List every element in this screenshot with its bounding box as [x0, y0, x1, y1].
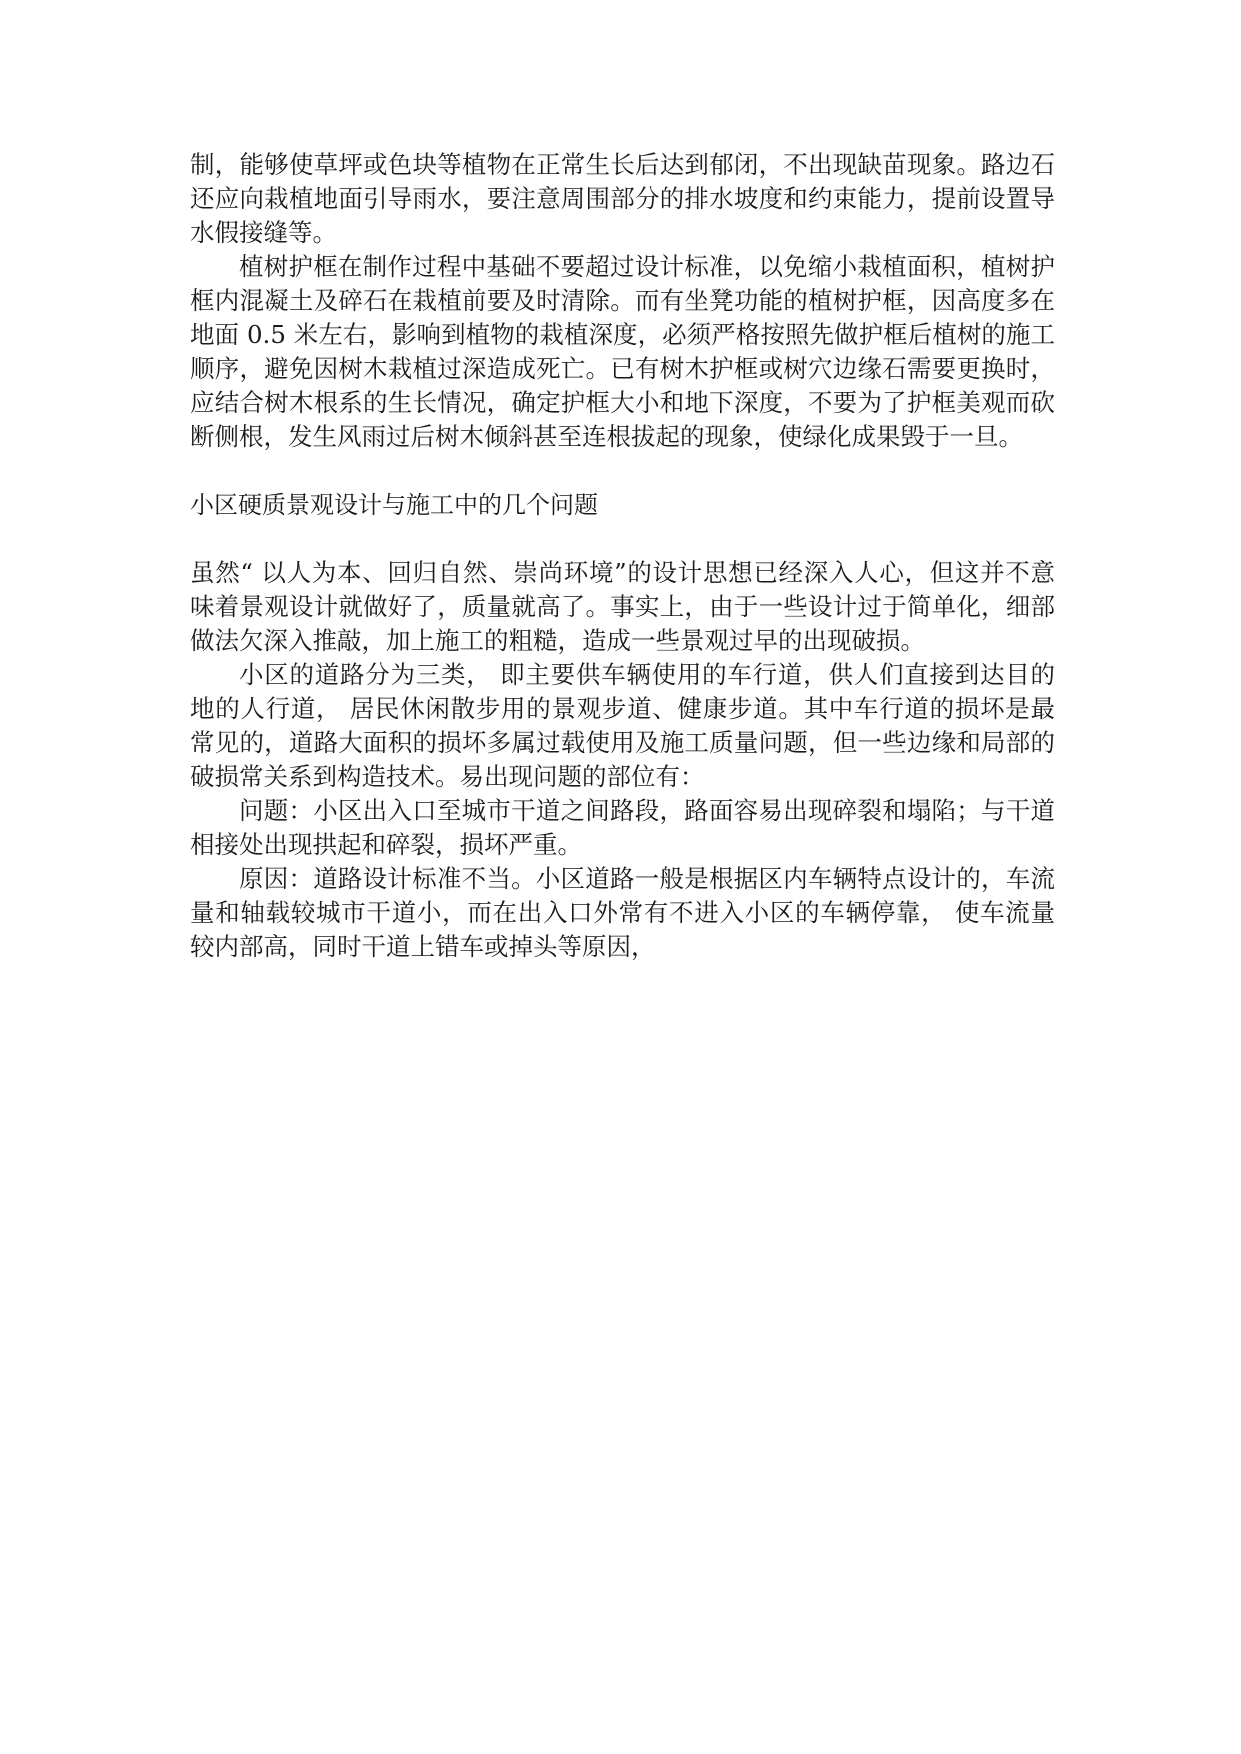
- paragraph-tree-guard: 植树护框在制作过程中基础不要超过设计标准，以免缩小栽植面积，植树护框内混凝土及碎石在栽植前要及时清除。而有坐凳功能的植树护框，因高度多在地面 0.5 米左右，影响到植物的栽植深度，必须严格按照先做护框后植树的施工顺序，避免因树木栽植过深造成死亡。已有树木护框或树穴边缘石需要更换时，应结合树木根系的生长情况，确定护框大小和地下深度，不要为了护框美观而砍断侧根，发生风雨过后树木倾斜甚至连根拔起的现象，使绿化成果毁于一旦。: [190, 252, 1055, 451]
- section-heading: 小区硬质景观设计与施工中的几个问题: [190, 491, 598, 519]
- paragraph-continuation: 制，能够使草坪或色块等植物在正常生长后达到郁闭，不出现缺苗现象。路边石还应向栽植地面引导雨水，要注意周围部分的排水坡度和约束能力，提前设置导水假接缝等。: [190, 150, 1055, 247]
- paragraph-intro: 虽然“ 以人为本、回归自然、崇尚环境”的设计思想已经深入人心，但这并不意味着景观设计就做好了，质量就高了。事实上，由于一些设计过于简单化，细部做法欠深入推敲，加上施工的粗糙，造成一些景观过早的出现破损。: [190, 558, 1055, 655]
- paragraph-cause: 原因：道路设计标准不当。小区道路一般是根据区内车辆特点设计的，车流量和轴载较城市干道小，而在出入口外常有不进入小区的车辆停靠， 使车流量较内部高，同时干道上错车或掉头等原因，: [190, 864, 1055, 961]
- paragraph-roads: 小区的道路分为三类， 即主要供车辆使用的车行道，供人们直接到达目的地的人行道， 居民休闲散步用的景观步道、健康步道。其中车行道的损坏是最常见的，道路大面积的损坏多属过载使用及施工质量问题，但一些边缘和局部的破损常关系到构造技术。易出现问题的部位有：: [190, 660, 1055, 791]
- paragraph-problem: 问题：小区出入口至城市干道之间路段，路面容易出现碎裂和塌陷；与干道相接处出现拱起和碎裂，损坏严重。: [190, 796, 1055, 859]
- document-body: [190, 148, 1055, 964]
